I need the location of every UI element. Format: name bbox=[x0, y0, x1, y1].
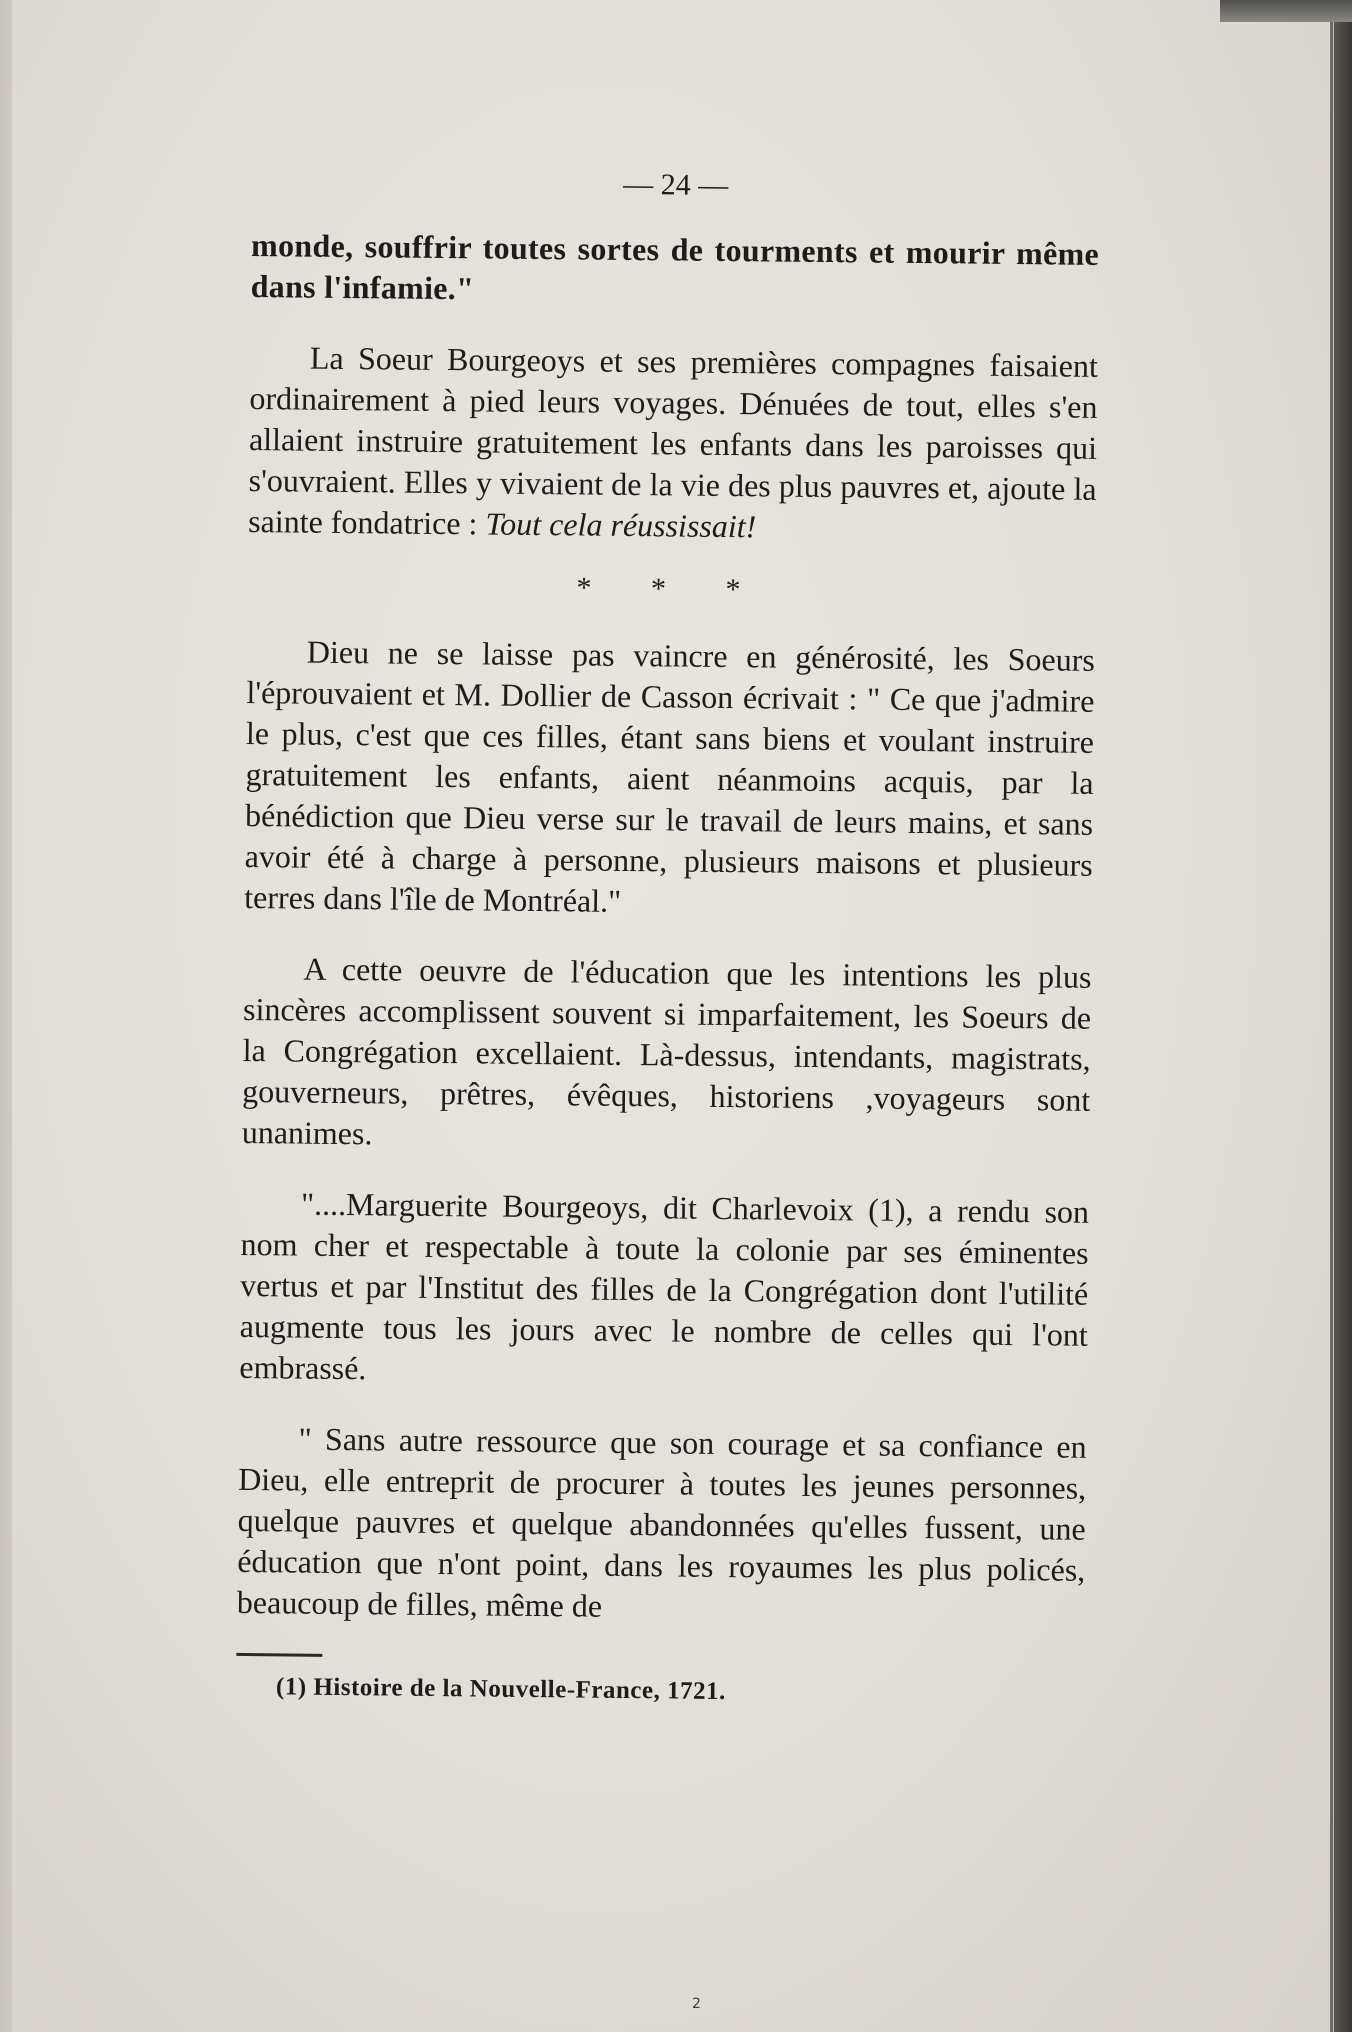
page-number: — 24 — bbox=[623, 167, 729, 202]
paragraph-voyages-text: La Soeur Bourgeoys et ses premières compagnes faisaient ordinairement à pied leurs voyages. Dénuées de tout, elles s'en allaient instruire gratuitement les enfants dans les paroisses qui s'ouvraient. Elles y vivaient de la vie des plus pauvres et, ajoute la sainte fondatrice : bbox=[248, 339, 1099, 542]
footnote-divider bbox=[236, 1653, 322, 1657]
paragraph-charlevoix: "....Marguerite Bourgeoys, dit Charlevoix (1), a rendu son nom cher et respectable à toute la colonie par ses éminentes vertus et par l'Institut des filles de la Congrégation dont l'utilité augmente tous les jours avec le nombre de celles qui l'ont embrassé. bbox=[239, 1185, 1090, 1387]
paragraph-voyages bbox=[248, 337, 1098, 551]
footnote: (1) Histoire de la Nouvelle-France, 1721. bbox=[275, 1673, 726, 1706]
section-separator: * * * bbox=[576, 571, 767, 607]
paragraph-dollier: Dieu ne se laisse pas vaincre en générosité, les Soeurs l'éprouvaient et M. Dollier de Casson écrivait : " Ce que j'admire le plus, c'est que ces filles, étant sans biens et voulant instruire gratuitement les enfants, aient néanmoins acquis, par la bénédiction que Dieu verse sur le travail de leurs mains, et sans avoir été à charge à personne, plusieurs maisons et plusieurs terres dans l'île de Montréal." bbox=[244, 633, 1096, 919]
paragraph-education: A cette oeuvre de l'éducation que les intentions les plus sincères accomplissent souvent si imparfaitement, les Soeurs de la Congrégation excellaient. Là-dessus, intendants, magistrats, gouverneurs, prêtres, évêques, historiens ,voyageurs sont unanimes. bbox=[241, 950, 1092, 1152]
page-content bbox=[236, 160, 1100, 1716]
scanner-edge-top bbox=[1220, 0, 1352, 22]
italic-quote: Tout cela réussissait! bbox=[485, 505, 757, 545]
scanner-edge-right bbox=[1334, 22, 1352, 2032]
paragraph-continuation: monde, souffrir toutes sortes de tourments et mourir même dans l'infamie." bbox=[250, 226, 1100, 307]
signature-mark: 2 bbox=[692, 1996, 701, 2012]
book-page bbox=[12, 0, 1333, 2032]
paragraph-courage: " Sans autre ressource que son courage et sa confiance en Dieu, elle entreprit de procurer à toutes les jeunes personnes, quelque pauvres et quelque abandonnées qu'elles fussent, une éducation que n'ont point, dans les royaumes les plus policés, beaucoup de filles, même de bbox=[236, 1420, 1087, 1624]
